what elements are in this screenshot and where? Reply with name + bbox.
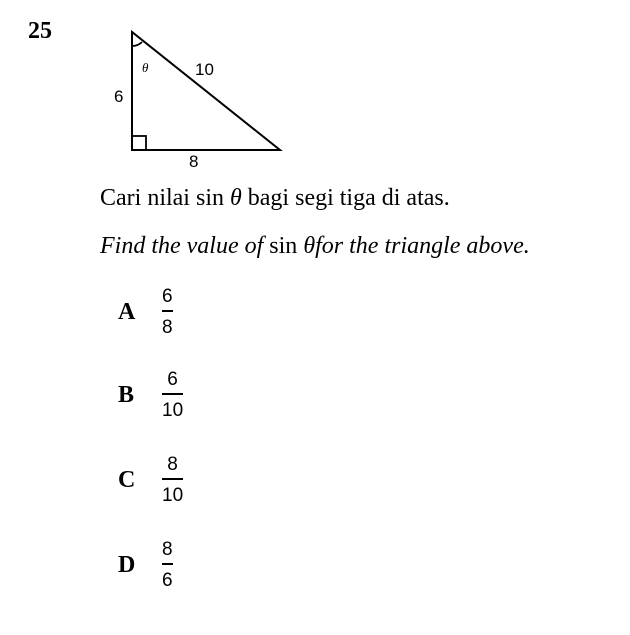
theta-angle-label: θ bbox=[142, 60, 149, 75]
malay-prefix: Cari nilai sin bbox=[100, 185, 230, 211]
option-letter: B bbox=[118, 381, 135, 408]
fraction-denominator: 10 bbox=[162, 400, 184, 421]
fraction-denominator: 10 bbox=[162, 485, 184, 506]
option-a[interactable] bbox=[118, 282, 173, 342]
malay-suffix: bagi segi tiga di atas. bbox=[241, 185, 450, 211]
option-letter: D bbox=[118, 551, 136, 578]
option-letter: C bbox=[118, 466, 136, 493]
option-c[interactable] bbox=[118, 450, 183, 510]
question-number: 25 bbox=[28, 18, 52, 44]
fraction-numerator: 6 bbox=[167, 369, 178, 390]
english-theta: θ bbox=[303, 233, 316, 259]
right-angle-marker bbox=[132, 136, 146, 150]
malay-theta: θ bbox=[229, 185, 242, 211]
question-text-malay bbox=[100, 185, 450, 212]
english-prefix: Find the value of bbox=[100, 233, 270, 259]
triangle-outline bbox=[132, 32, 280, 150]
fraction-numerator: 8 bbox=[167, 454, 178, 475]
theta-angle-arc bbox=[132, 42, 142, 46]
english-sin: sin bbox=[269, 233, 304, 259]
right-triangle-diagram bbox=[100, 22, 300, 172]
option-fraction bbox=[162, 287, 173, 337]
english-suffix: for the triangle above. bbox=[315, 233, 530, 259]
hypotenuse-label: 10 bbox=[195, 60, 214, 79]
option-b[interactable] bbox=[118, 365, 183, 425]
option-letter: A bbox=[118, 298, 136, 325]
fraction-numerator: 6 bbox=[162, 286, 173, 307]
fraction-denominator: 8 bbox=[162, 317, 173, 338]
fraction-numerator: 8 bbox=[162, 539, 173, 560]
option-fraction bbox=[162, 540, 173, 590]
side-horizontal-label: 8 bbox=[189, 152, 199, 171]
side-vertical-label: 6 bbox=[114, 87, 124, 106]
option-fraction bbox=[162, 455, 183, 505]
option-d[interactable] bbox=[118, 535, 173, 595]
question-text-english bbox=[100, 233, 530, 260]
fraction-denominator: 6 bbox=[162, 570, 173, 591]
option-fraction bbox=[162, 370, 183, 420]
